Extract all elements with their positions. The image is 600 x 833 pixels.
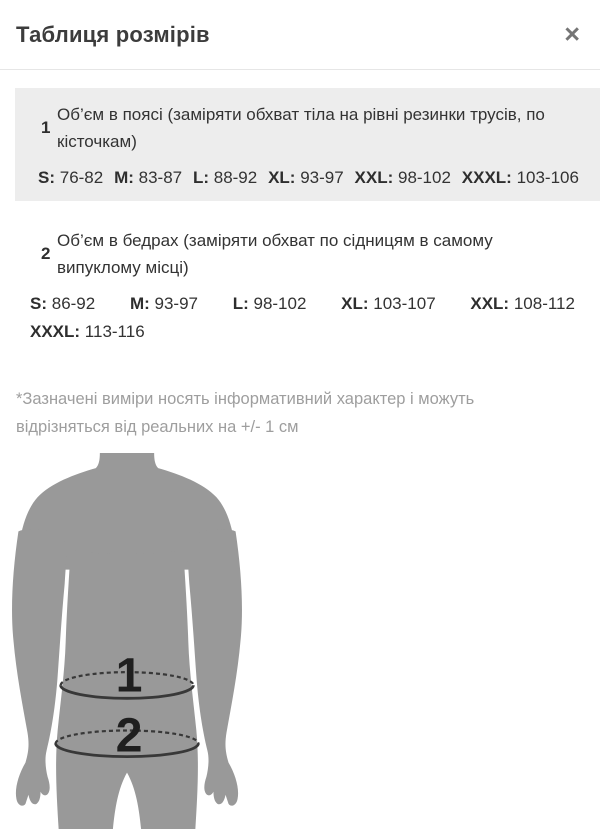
hips-section — [15, 227, 600, 355]
modal-title: Таблиця розмірів — [16, 21, 210, 47]
measurement-figure — [2, 451, 254, 833]
waist-measure-label: 1 — [115, 648, 143, 703]
hips-sizes-row — [28, 294, 585, 314]
waist-section-number: 1 — [41, 118, 51, 137]
hips-section-description: Об’єм в бедрах (заміряти обхват по сідницям в самому випуклому місці) — [57, 231, 493, 277]
modal-header — [0, 0, 600, 70]
size-entry-l: L: 98-102 — [232, 294, 307, 313]
hips-sizes-row-overflow — [28, 322, 585, 342]
size-entry-xxxl: XXXL: 113-116 — [30, 322, 145, 341]
male-torso-silhouette — [2, 451, 252, 833]
size-entry-m: M: 93-97 — [129, 294, 198, 313]
close-icon[interactable]: × — [564, 19, 580, 49]
waist-section-description: Об’єм в поясі (заміряти обхват тіла на рівні резинки трусів, по кісточкам) — [57, 105, 545, 151]
size-entry-xl: XL: 103-107 — [341, 294, 436, 313]
size-entry-l: L: 88-92 — [192, 168, 258, 187]
waist-section-row — [28, 101, 585, 155]
size-entry-xxl: XXL: 98-102 — [354, 168, 451, 187]
hips-section-number: 2 — [41, 244, 51, 263]
size-entry-xl: XL: 93-97 — [268, 168, 344, 187]
size-entry-xxxl: XXXL: 103-106 — [461, 168, 579, 187]
size-entry-s: S: 76-82 — [38, 168, 104, 187]
size-entry-xxl: XXL: 108-112 — [470, 294, 575, 313]
hips-measure-label: 2 — [115, 708, 143, 763]
waist-section — [15, 88, 600, 201]
disclaimer-footnote: *Зазначені виміри носять інформативний характер і можуть відрізняться від реальних на +/- 1 см — [16, 390, 475, 436]
hips-section-row — [28, 227, 585, 281]
size-entry-s: S: 86-92 — [30, 294, 96, 313]
waist-sizes-row — [28, 168, 585, 188]
size-entry-m: M: 83-87 — [114, 168, 183, 187]
